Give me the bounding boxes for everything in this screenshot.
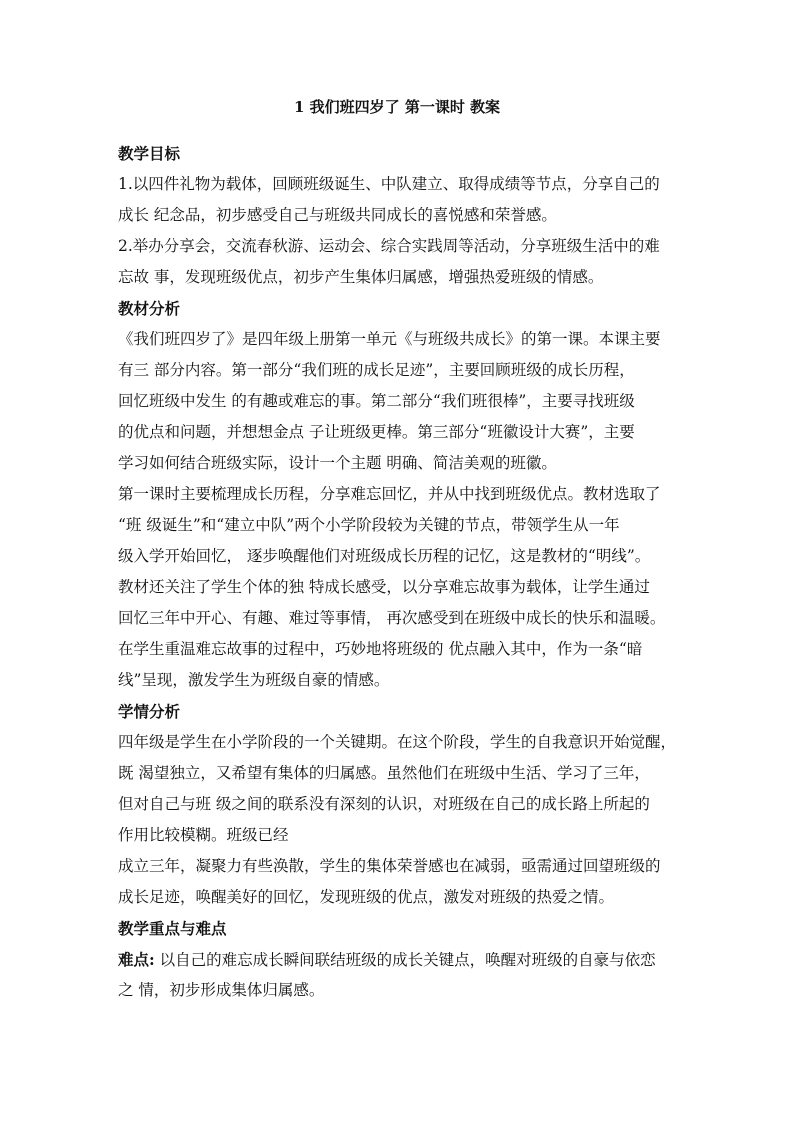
section-heading-keypoints: 教学重点与难点 (118, 919, 227, 938)
paragraph-line: 忘故 事，发现班级优点，初步产生集体归属感，增强热爱班级的情感。 (118, 268, 604, 286)
paragraph-line: 但对自己与班 级之间的联系没有深刻的认识，对班级在自己的成长路上所起的 (118, 795, 650, 813)
paragraph-line: 成长足迹，唤醒美好的回忆，发现班级的优点，激发对班级的热爱之情。 (118, 888, 615, 906)
section-heading-textbook: 教材分析 (118, 299, 181, 318)
paragraph-line: 教材还关注了学生个体的独 特成长感受，以分享难忘故事为载体，让学生通过 (118, 578, 650, 596)
paragraph-line: 在学生重温难忘故事的过程中，巧妙地将班级的 优点融入其中，作为一条“暗 (118, 640, 643, 658)
difficulty-text: 以自己的难忘成长瞬间联结班级的成长关键点，唤醒对班级的自豪与依恋 (154, 951, 656, 969)
paragraph-line: 第一课时主要梳理成长历程，分享难忘回忆，并从中找到班级优点。教材选取了 (118, 485, 661, 503)
paragraph-line: 有三 部分内容。第一部分“我们班的成长足迹”，主要回顾班级的成长历程， (118, 361, 635, 379)
section-heading-students: 学情分析 (118, 702, 181, 721)
paragraph-line: 回忆班级中发生 的有趣或难忘的事。第二部分“我们班很棒”，主要寻找班级 (118, 392, 635, 410)
section-heading-goals: 教学目标 (118, 144, 181, 163)
paragraph-line: 之 情，初步形成集体归属感。 (118, 981, 325, 999)
paragraph-line: 级入学开始回忆， 逐步唤醒他们对班级成长历程的记忆，这是教材的“明线”。 (118, 547, 651, 565)
difficulty-label: 难点: (118, 950, 155, 969)
paragraph-line: 1.以四件礼物为载体，回顾班级诞生、中队建立、取得成绩等节点，分享自己的 (118, 175, 660, 193)
paragraph-line: 回忆三年中开心、有趣、难过等事情， 再次感受到在班级中成长的快乐和温暖。 (118, 609, 666, 627)
paragraph-line: 成长 纪念品，初步感受自己与班级共同成长的喜悦感和荣誉感。 (118, 206, 557, 224)
paragraph-line: 线”呈现，激发学生为班级自豪的情感。 (118, 671, 390, 689)
paragraph-line: “班 级诞生”和“建立中队”两个小学阶段较为关键的节点，带领学生从一年 (118, 516, 620, 534)
document-body (118, 138, 678, 1006)
paragraph-line: 学习如何结合班级实际，设计一个主题 明确、简洁美观的班徽。 (118, 454, 557, 472)
paragraph-line: 既 渴望独立，又希望有集体的归属感。虽然他们在班级中生活、学习了三年， (118, 764, 650, 782)
paragraph-line: 四年级是学生在小学阶段的一个关键期。在这个阶段，学生的自我意识开始觉醒， (118, 733, 677, 751)
paragraph-line: 2.举办分享会，交流春秋游、运动会、综合实践周等活动，分享班级生活中的难 (118, 237, 660, 255)
document-title: 1 我们班四岁了 第一课时 教案 (293, 98, 501, 116)
difficulty-line (118, 944, 678, 975)
paragraph-line: 《我们班四岁了》是四年级上册第一单元《与班级共成长》的第一课。本课主要 (118, 330, 661, 348)
paragraph-line: 的优点和问题，并想想金点 子让班级更棒。第三部分“班徽设计大赛”，主要 (118, 423, 635, 441)
paragraph-line: 作用比较模糊。班级已经 (118, 826, 289, 844)
paragraph-line: 成立三年，凝聚力有些涣散，学生的集体荣誉感也在减弱，亟需通过回望班级的 (118, 857, 661, 875)
